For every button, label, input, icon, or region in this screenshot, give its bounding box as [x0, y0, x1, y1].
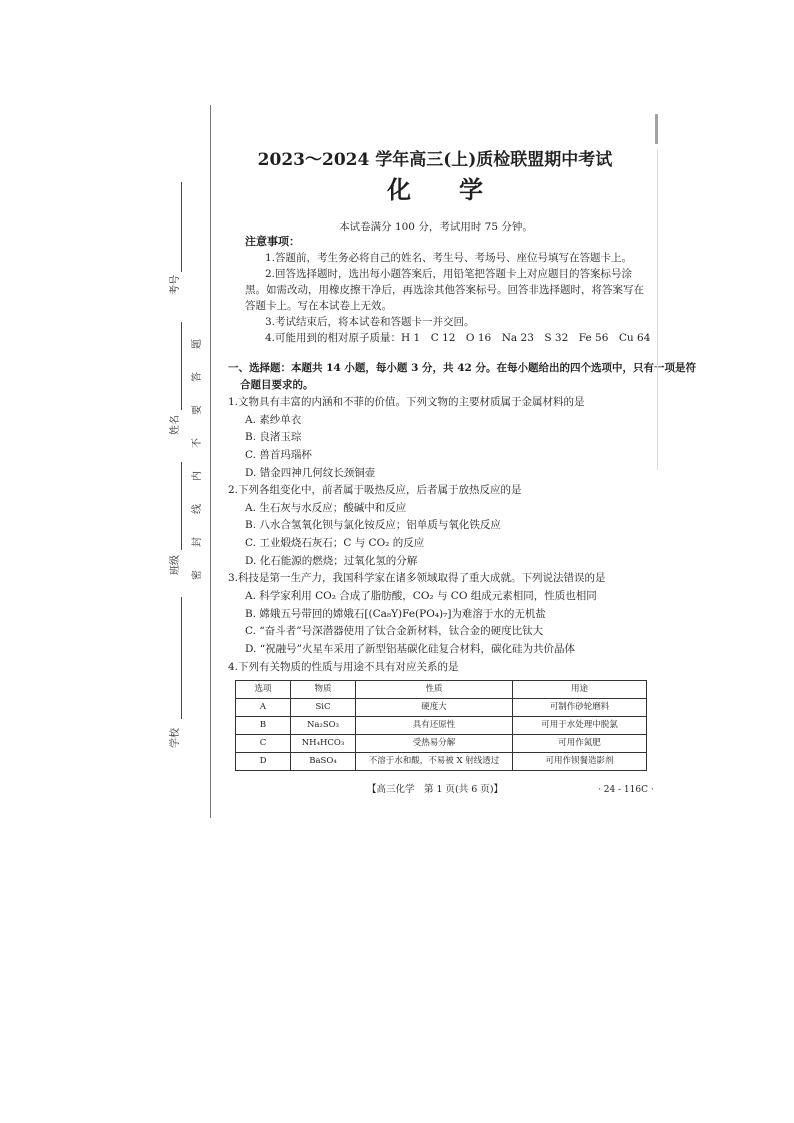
- question-3-option-a: A. 科学家利用 CO₂ 合成了脂肪酸，CO₂ 与 CO 组成元素相同，性质也相同: [245, 590, 597, 603]
- scan-edge-mark: [657, 150, 658, 470]
- subject-title: 化 学: [387, 175, 483, 204]
- notice-line: 3.考试结束后，将本试卷和答题卡一并交回。: [265, 316, 475, 328]
- table-header-cell: 物质: [291, 681, 356, 699]
- question-2-option-d: D. 化石能源的燃烧；过氧化氢的分解: [245, 554, 418, 567]
- table-cell: 可制作砂轮磨料: [513, 699, 647, 717]
- notice-line: 黑。如需改动，用橡皮擦干净后，再选涂其他答案标号。回答非选择题时，将答案写在: [245, 284, 644, 296]
- table-header-row: [236, 681, 647, 699]
- section-heading-line: 合题目要求的。: [240, 379, 314, 391]
- table-row: [236, 699, 647, 717]
- table-cell: 可用作钡餐造影剂: [513, 753, 647, 771]
- question-2-stem: 2.下列各组变化中，前者属于吸热反应，后者属于放热反应的是: [228, 484, 522, 497]
- table-header-cell: 用途: [513, 681, 647, 699]
- question-3-stem: 3.科技是第一生产力，我国科学家在诸多领域取得了重大成就。下列说法错误的是: [228, 572, 606, 585]
- label-name: 姓名: [170, 415, 181, 435]
- fill-line-class: [181, 462, 182, 550]
- table-cell: 受热易分解: [356, 735, 513, 753]
- question-3-option-d: D. “祝融号”火星车采用了新型铝基碳化硅复合材料，碳化硅为共价晶体: [245, 642, 575, 655]
- seal-notice: 密封线内不要答题: [192, 316, 203, 580]
- table-cell: Na₂SO₃: [291, 717, 356, 735]
- label-school: 学校: [170, 728, 181, 748]
- table-cell: D: [236, 753, 291, 771]
- question-3-option-b: B. 嫦娥五号带回的嫦娥石[(Ca₈Y)Fe(PO₄)₇]为难溶于水的无机盐: [245, 607, 546, 620]
- question-3-option-c: C. “奋斗者”号深潜器使用了钛合金新材料，钛合金的硬度比钛大: [245, 625, 544, 638]
- notice-line: 答题卡上。写在本试卷上无效。: [245, 300, 392, 312]
- table-cell: C: [236, 735, 291, 753]
- question-2-option-b: B. 八水合氢氧化钡与氯化铵反应；铝单质与氧化铁反应: [245, 519, 501, 532]
- table-row: [236, 753, 647, 771]
- fill-line-school: [181, 597, 182, 719]
- question-list: [228, 394, 658, 676]
- question-1-option-d: D. 错金四神几何纹长颈铜壶: [245, 466, 376, 479]
- table-row: [236, 735, 647, 753]
- table-cell: A: [236, 699, 291, 717]
- table-cell: 可用于水处理中脱氯: [513, 717, 647, 735]
- table-cell: 硬度大: [356, 699, 513, 717]
- table-cell: SiC: [291, 699, 356, 717]
- question-1-stem: 1.文物具有丰富的内涵和不菲的价值。下列文物的主要材质属于金属材料的是: [228, 396, 585, 408]
- table-row: [236, 717, 647, 735]
- table-cell: BaSO₄: [291, 753, 356, 771]
- table-cell: 具有还原性: [356, 717, 513, 735]
- question-1-option-c: C. 兽首玛瑙杯: [245, 448, 312, 461]
- notice-block: [245, 234, 655, 346]
- table-header-cell: 性质: [356, 681, 513, 699]
- question-1-option-a: A. 素纱单衣: [245, 413, 302, 426]
- question-2-option-a: A. 生石灰与水反应；酸碱中和反应: [245, 501, 407, 514]
- question-4-table: [235, 680, 647, 771]
- question-4-stem: 4.下列有关物质的性质与用途不具有对应关系的是: [228, 660, 459, 673]
- fill-line-exam-number: [181, 182, 182, 272]
- footer-paper-code: · 24 - 116C ·: [598, 785, 654, 795]
- label-class: 班级: [170, 555, 181, 575]
- footer-page-label: 【高三化学 第 1 页(共 6 页)】: [366, 784, 504, 795]
- notice-heading: 注意事项：: [245, 235, 300, 248]
- exam-title: 2023～2024 学年高三(上)质检联盟期中考试: [257, 150, 613, 170]
- notice-line: 1.答题前，考生务必将自己的姓名、考生号、考场号、座位号填写在答题卡上。: [265, 252, 633, 264]
- label-exam-number: 考号: [170, 275, 181, 295]
- table-cell: 可用作氮肥: [513, 735, 647, 753]
- question-1-option-b: B. 良渚玉琮: [245, 431, 302, 444]
- exam-info: 本试卷满分 100 分，考试用时 75 分钟。: [339, 221, 533, 233]
- notice-line: 4.可能用到的相对原子质量：H 1 C 12 O 16 Na 23 S 32 Fe 56 Cu 64: [265, 332, 651, 344]
- section-heading-line: 一、选择题：本题共 14 小题，每小题 3 分，共 42 分。在每小题给出的四个选项中，只有一项是符: [228, 362, 696, 374]
- question-2-option-c: C. 工业煅烧石灰石；C 与 CO₂ 的反应: [245, 537, 425, 550]
- scan-edge-mark: [655, 114, 658, 144]
- binding-line: [210, 105, 211, 818]
- notice-line: 2.回答选择题时，选出每小题答案后，用铅笔把答题卡上对应题目的答案标号涂: [265, 268, 633, 280]
- fill-line-name: [181, 322, 182, 410]
- table-header-cell: 选项: [236, 681, 291, 699]
- table-cell: 不溶于水和酸，不易被 X 射线透过: [356, 753, 513, 771]
- table-cell: NH₄HCO₃: [291, 735, 356, 753]
- table-cell: B: [236, 717, 291, 735]
- section-heading: [228, 360, 696, 394]
